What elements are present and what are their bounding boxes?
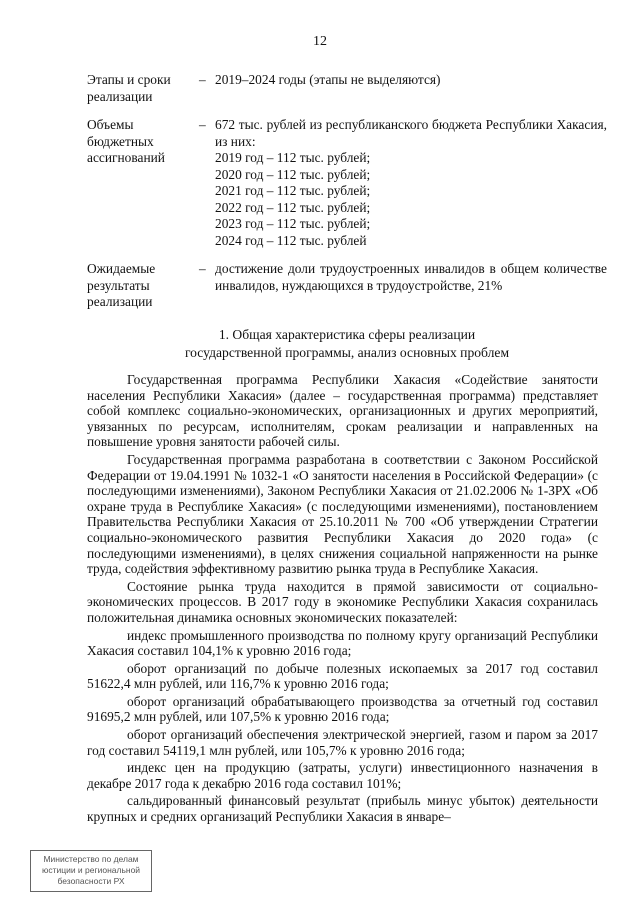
param-dash: – — [199, 261, 206, 276]
stamp-line: юстиции и региональной — [41, 865, 141, 875]
param-value-line: 2021 год – 112 тыс. рублей; — [215, 183, 371, 198]
page-number: 12 — [313, 34, 327, 49]
section-title-line: 1. Общая характеристика сферы реализации — [218, 327, 476, 342]
param-value-line: 2019 год – 112 тыс. рублей; — [215, 150, 371, 165]
paragraph: Состояние рынка труда находится в прямой зависимости от социально-экономических процессов. В 2017 году в экономике Республики Хакасия сохранилась положительная динамика основных экономических показателей: — [87, 578, 598, 625]
param-dash: – — [199, 72, 206, 87]
param-label: Объемы бюджетных ассигнований — [87, 117, 165, 165]
paragraph: оборот организаций обеспечения электрической энергией, газом и паром за 2017 год составил 54119,1 млн рублей, или 105,7% к уровню 2016 года; — [87, 727, 598, 758]
param-row-results — [87, 261, 607, 311]
paragraph: оборот организаций обрабатывающего производства за отчетный год составил 91695,2 млн рублей, или 107,5% к уровню 2016 года; — [87, 693, 598, 725]
param-value-line: достижение доли трудоустроенных инвалидов в общем количестве инвалидов, нуждающихся в трудоустройстве, 21% — [215, 261, 607, 293]
param-label: Этапы и сроки реализации — [87, 72, 171, 104]
param-value-line: 672 тыс. рублей из республиканского бюджета Республики Хакасия, из них: — [215, 117, 607, 149]
paragraph: Государственная программа разработана в соответствии с Законом Российской Федерации от 19.04.1991 № 1032-1 «О занятости населения в Российской Федерации» (с последующими изменениями), Законом Республики Хакасия от 21.02.2006 № 1-ЗРХ «Об охране труда в Республике Хакасия» (с последующими изменениями), постановлением Правительства Республики Хакасия от 25.10.2011 № 700 «Об утверждении Стратегии социально-экономического развития Республики Хакасия до 2020 года» (с последующими изменениями), в целях снижения социальной напряженности на рынке труда, содействия эффективному развитию рынка труда в Республике Хакасия. — [87, 451, 598, 577]
param-value-line: 2020 год – 112 тыс. рублей; — [215, 166, 371, 182]
param-row-budget — [87, 117, 607, 249]
section-title — [87, 326, 607, 362]
paragraph: индекс промышленного производства по полному кругу организаций Республики Хакасия составил 104,1% к уровню 2016 года; — [87, 627, 598, 659]
param-value — [215, 261, 607, 311]
paragraph: оборот организаций по добыче полезных ископаемых за 2017 год составил 51622,4 млн рублей, или 116,7% к уровню 2016 года; — [87, 660, 598, 692]
param-value-line: 2019–2024 годы (этапы не выделяются) — [215, 72, 441, 87]
paragraph: сальдированный финансовый результат (прибыль минус убыток) деятельности крупных и средних организаций Республики Хакасия в январе– — [87, 793, 598, 825]
section-title-line: государственной программы, анализ основных проблем — [184, 345, 510, 360]
paragraph: индекс цен на продукцию (затраты, услуги) инвестиционного назначения в декабре 2017 года к декабрю 2016 года составил 101%; — [87, 760, 598, 791]
param-value — [215, 117, 607, 249]
body-text — [87, 372, 598, 827]
param-value — [215, 72, 607, 105]
param-dash: – — [199, 117, 206, 132]
param-value-line: 2023 год – 112 тыс. рублей; — [215, 216, 371, 231]
passport-params — [87, 72, 607, 323]
ministry-stamp — [30, 850, 152, 892]
stamp-line: безопасности РХ — [57, 876, 125, 886]
param-label: Ожидаемые результаты реализации — [87, 261, 156, 309]
param-row-stages — [87, 72, 607, 105]
stamp-line: Министерство по делам — [43, 854, 139, 864]
paragraph: Государственная программа Республики Хакасия «Содействие занятости населения Республики Хакасия» (далее – государственная программа) представляет собой комплекс социально-экономических, организационных и других мероприятий, увязанных по ресурсам, исполнителям, срокам реализации и направленных на повышение уровня занятости рабочей силы. — [87, 372, 598, 450]
param-value-line: 2022 год – 112 тыс. рублей; — [215, 199, 371, 215]
param-value-line: 2024 год – 112 тыс. рублей — [215, 232, 367, 248]
